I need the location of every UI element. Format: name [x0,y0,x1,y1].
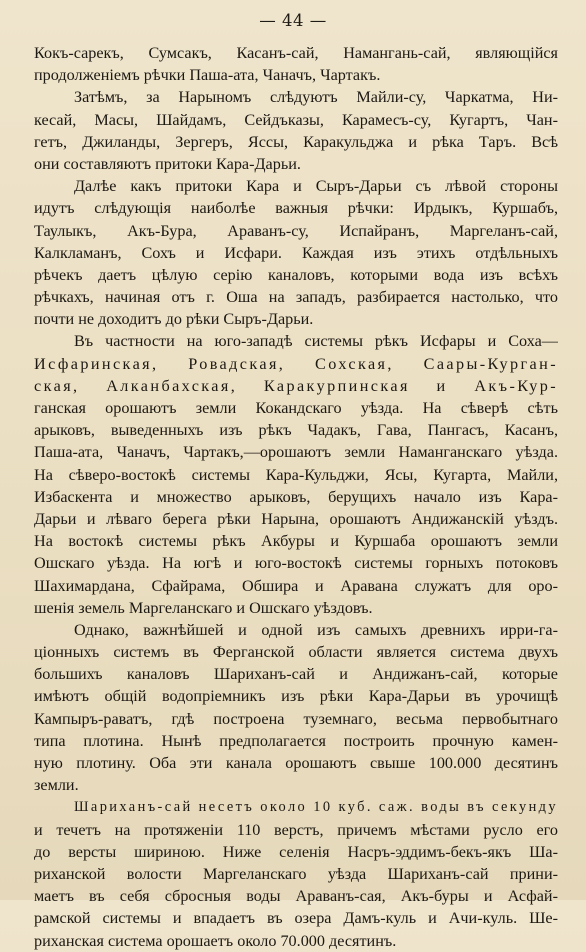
page-number: — 44 — [259,11,327,30]
text-line: Ошскаго уѣзда. На югѣ и юго-востокѣ системы горныхъ потоковъ [34,554,558,573]
text-line: Кокъ-сарекъ, Сумсакъ, Касанъ-сай, Намангань-сай, являющійся [34,44,558,62]
text-line: продолженіемъ рѣчки Паша-ата, Чаначъ, Чартакъ. [34,66,381,85]
text-line: кесай, Масы, Шайдамъ, Сейдъказы, Карамесъ-су, Кугартъ, Чан- [34,110,558,129]
paragraph-1 [34,42,558,86]
text-line: Въ частности на юго-западѣ системы рѣкъ Исфары и Соха— [74,332,558,351]
text-line: идутъ слѣдующія наиболѣе важныя рѣчки: Ирдыкъ, Куршабъ, [34,199,558,218]
text-line: На востокѣ системы рѣкъ Акбуры и Куршаба орошаютъ земли [34,532,558,551]
text-line: Паша-ата, Чаначъ, Чартакъ,—орошаютъ земли Наманганскаго уѣзда. [34,443,558,462]
text-line: ганская орошаютъ земли Кокандскаго уѣзда. На сѣверѣ сѣть [34,399,558,417]
text-line: земли. [34,776,79,795]
text-line: почти не доходитъ до рѣки Сыръ-Дарьи. [34,310,314,329]
text-line: Далѣе какъ притоки Кара и Сыръ-Дарьи съ лѣвой стороны [74,177,558,196]
text-line: рѣчкахъ, начиная отъ г. Оша на западъ, разбирается настолько, что [34,288,558,307]
text-line: ную плотину. Оба эти канала орошаютъ свыше 100.000 десятинъ [34,754,558,772]
text-line: рамской системы и впадаетъ въ озера Дамъ-куль и Ачи-куль. Ше- [34,909,558,928]
text-line: риханская система орошаетъ около 70.000 десятинъ. [34,931,397,950]
text-line: Затѣмъ, за Нарыномъ слѣдуютъ Майли-су, Чаркатма, Ни- [74,88,558,107]
text-line: ская, Алканбахская, Каракурпинская и Акъ-Кур- [34,376,558,395]
text-line: Исфаринская, Ровадская, Сохская, Саары-Курган- [34,354,558,373]
text-line: Таулыкъ, Акъ-Бура, Араванъ-су, Испайранъ, Маргеланъ-сай, [34,221,558,240]
text-line: и течетъ на протяженіи 110 верстъ, причемъ мѣстами русло его [34,820,558,839]
text-line: большихъ каналовъ Шариханъ-сай и Андижанъ-сай, которые [34,665,558,684]
text-line: до версты шириною. Ниже селенія Насръ-эддимъ-бекъ-якъ Ша- [34,842,558,861]
paragraph-2 [34,86,558,175]
text-line: На сѣверо-востокѣ системы Кара-Кульджи, Ясы, Кугарта, Майли, [34,465,558,484]
text-line: ціонныхъ системъ въ Ферганской области является система двухъ [34,643,558,662]
text-body [34,42,558,952]
paragraph-3 [34,175,558,330]
text-line: типа плотина. Нынѣ предполагается построить прочную камен- [34,731,558,750]
text-line: Избаскента и множество арыковъ, берущихъ начало изъ Кара- [34,487,558,506]
text-line: Дарьи и лѣваго берега рѣки Нарына, орошаютъ Андижанскій уѣздъ. [34,509,558,528]
text-line: Однако, важнѣйшей и одной изъ самыхъ древнихъ ирри-га- [74,620,558,639]
text-line: риханской волости Маргеланскаго уѣзда Шариханъ-сай прини- [34,864,558,883]
text-line: рѣчекъ даетъ цѣлую серію каналовъ, которыми вода изъ всѣхъ [34,265,558,284]
text-line: арыковъ, выведенныхъ изъ рѣкъ Чадакъ, Гава, Пангасъ, Касанъ, [34,421,558,440]
text-line: Шахимардана, Сфайрама, Обшира и Аравана служатъ для оро- [34,576,558,595]
text-line: гетъ, Джиланды, Зергеръ, Яссы, Каракульджа и рѣка Таръ. Всѣ [34,132,558,151]
text-line: Шариханъ-сай несетъ около 10 куб. саж. воды въ секунду [74,799,558,816]
text-line: Калкламанъ, Сохъ и Исфари. Каждая изъ этихъ отдѣльныхъ [34,243,558,262]
paragraph-5 [34,619,558,797]
text-line: Кампыръ-раватъ, гдѣ построена туземнагo, весьма первобытнаго [34,709,558,728]
text-line: шенія земель Маргеланскаго и Ошскаго уѣздовъ. [34,598,373,617]
text-line: имѣютъ общій водопріемникъ изъ рѣки Кара-Дарьи въ урочищѣ [34,687,558,706]
text-line: они составляютъ притоки Кара-Дарьи. [34,154,301,173]
paragraph-4 [34,330,558,618]
text-line: маетъ въ себя сбросныя воды Араванъ-сая, Акъ-буры и Асфай- [34,887,558,906]
paragraph-6 [34,796,558,951]
